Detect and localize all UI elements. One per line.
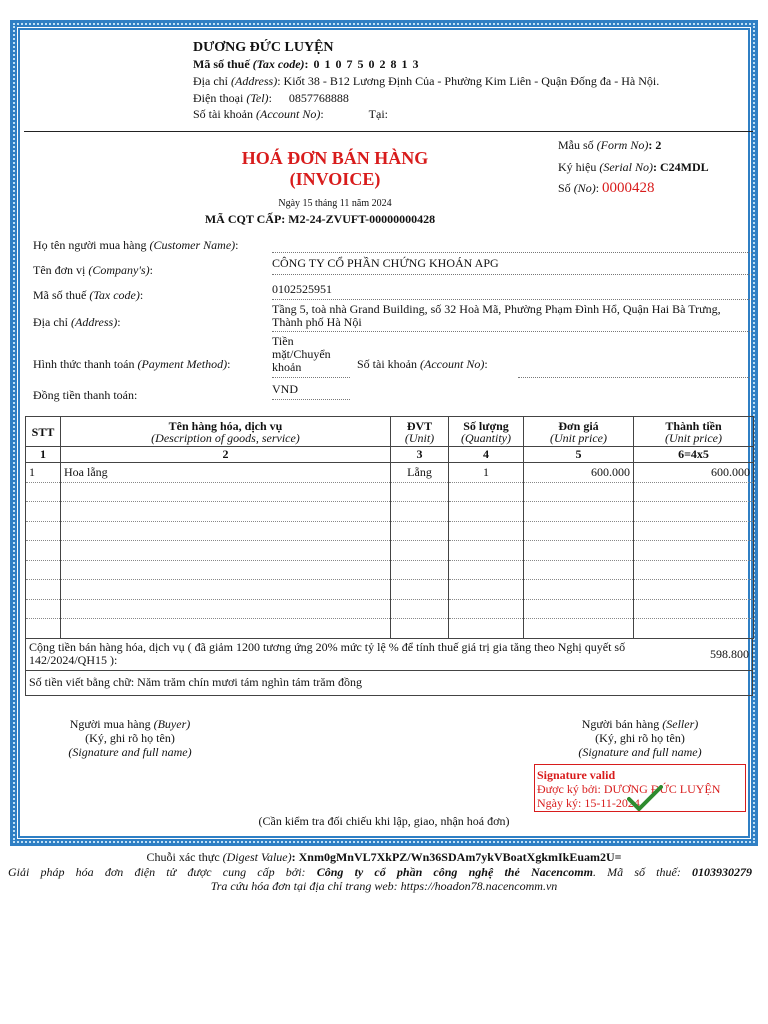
- digest-label-en: (Digest Value): [222, 850, 292, 864]
- signature-signed-date: Ngày ký: 15-11-2024: [537, 796, 640, 810]
- col-header-description-label: Tên hàng hóa, dịch vụ: [168, 418, 283, 433]
- buyer-signature-note: (Ký, ghi rõ họ tên): [85, 731, 175, 745]
- seller-tax-label-en: (Tax code): [252, 57, 305, 71]
- seller-signature-block: [540, 717, 740, 759]
- seller-name: DƯƠNG ĐỨC LUYỆN: [193, 40, 334, 55]
- table-row: [26, 463, 754, 483]
- buyer-account-field: [518, 360, 752, 378]
- payment-method-label: [33, 357, 230, 372]
- col-header-quantity-label: Số lượng: [463, 418, 509, 433]
- row-quantity: 1: [449, 463, 524, 483]
- seller-account-label: Số tài khoản: [193, 107, 253, 121]
- buyer-tax-code: 0102525951: [272, 282, 752, 300]
- buyer-name-label-vi: Họ tên người mua hàng: [33, 238, 147, 252]
- col-header-unit-price-en: (Unit price): [550, 430, 607, 445]
- provider-line: [8, 865, 752, 880]
- payment-method: Tiền mặt/Chuyển khoản: [272, 335, 350, 378]
- seller-signature-note-en: (Signature and full name): [578, 745, 702, 759]
- items-table-wrapper: [25, 416, 754, 696]
- buyer-signature-note-en: (Signature and full name): [68, 745, 192, 759]
- seller-tax-code: : 0 1 0 7 5 0 2 8 1 3: [304, 57, 420, 71]
- form-no: : 2: [648, 138, 662, 152]
- col-header-description: [61, 417, 391, 447]
- signature-signed-by: Được ký bởi: DƯƠNG ĐỨC LUYỆN: [537, 782, 721, 796]
- table-row-empty: [26, 482, 754, 502]
- total-amount: 598.800: [710, 646, 749, 661]
- table-row-empty: [26, 599, 754, 619]
- invoice-title-en: (INVOICE): [289, 169, 381, 189]
- buyer-account-colon: :: [484, 357, 488, 371]
- buyer-account-label-en: (Account No): [420, 357, 485, 371]
- seller-address: : Kiốt 38 - B12 Lương Định Của - Phường Kim Liên - Quận Đống đa - Hà Nội.: [277, 74, 660, 88]
- table-row-empty: [26, 580, 754, 600]
- seller-signature-title-en: (Seller): [662, 717, 699, 731]
- buyer-name-colon: :: [235, 238, 239, 252]
- buyer-address-label-vi: Địa chỉ: [33, 315, 68, 329]
- row-stt: 1: [26, 463, 61, 483]
- seller-signature-note: (Ký, ghi rõ họ tên): [595, 731, 685, 745]
- seller-account-line: [193, 107, 388, 122]
- col-header-amount-en: (Unit price): [665, 430, 722, 445]
- buyer-company: CÔNG TY CỔ PHẦN CHỨNG KHOÁN APG: [272, 256, 752, 275]
- lookup-line: Tra cứu hóa đơn tại địa chỉ trang web: https://hoadon78.nacencomm.vn: [210, 879, 558, 893]
- table-row-empty: [26, 541, 754, 561]
- numbering-cell: 6=4x5: [634, 447, 754, 463]
- seller-tel-colon: :: [268, 91, 272, 105]
- invoice-title: [220, 148, 450, 190]
- col-header-amount: [634, 417, 754, 447]
- provider-prefix: Giải pháp hóa đơn điện tử được cung cấp bởi:: [8, 865, 306, 879]
- seller-signature-title: Người bán hàng: [581, 717, 660, 731]
- numbering-cell: 1: [26, 447, 61, 463]
- digest-line: [0, 850, 768, 865]
- invoice-no-colon: :: [595, 181, 600, 195]
- seller-address-label: Địa chỉ: [193, 74, 228, 88]
- serial-label-en: (Serial No): [599, 160, 653, 174]
- invoice-no-line: [558, 180, 655, 197]
- seller-address-line: [193, 74, 659, 89]
- total-label: Cộng tiền bán hàng hóa, dịch vụ ( đã giảm 1200 tương ứng 20% mức tỷ lệ % để tính thuế giá trị gia tăng theo Nghị quyết số 142/2024/QH15 ):: [29, 640, 626, 667]
- buyer-address-label-en: (Address): [71, 315, 118, 329]
- payment-method-colon: :: [227, 357, 231, 371]
- provider-tax-label: . Mã số thuế:: [592, 865, 681, 879]
- seller-address-label-en: (Address): [231, 74, 278, 88]
- buyer-signature-block: [30, 717, 230, 759]
- buyer-address-label: [33, 315, 121, 330]
- numbering-cell: 4: [449, 447, 524, 463]
- col-header-unit-en: (Unit): [404, 430, 435, 445]
- col-header-unit-price: [524, 417, 634, 447]
- row-amount: 600.000: [634, 463, 754, 483]
- cqt-code: MÃ CQT CẤP: M2-24-ZVUFT-00000000428: [204, 212, 436, 226]
- provider-name: Công ty cổ phần công nghệ thẻ Nacencomm: [316, 865, 593, 879]
- serial-label: Ký hiệu: [558, 160, 597, 174]
- col-header-quantity-en: (Quantity): [461, 430, 511, 445]
- numbering-cell: 3: [391, 447, 449, 463]
- form-no-label: Mẫu số: [558, 138, 594, 152]
- seller-tel: 0857768888: [288, 91, 349, 105]
- form-no-label-en: (Form No): [596, 138, 649, 152]
- buyer-address-colon: :: [117, 315, 121, 329]
- row-description: Hoa lẵng: [61, 463, 391, 483]
- seller-tel-line: [193, 91, 349, 106]
- buyer-company-label-en: (Company's): [88, 263, 150, 277]
- col-header-stt-label: STT: [31, 424, 55, 439]
- payment-method-label-vi: Hình thức thanh toán: [33, 357, 135, 371]
- col-header-unit: [391, 417, 449, 447]
- invoice-no-label: Số: [558, 181, 571, 195]
- buyer-tax-colon: :: [139, 288, 144, 302]
- seller-tax-label: Mã số thuế: [193, 57, 250, 71]
- buyer-name-field: [272, 236, 752, 253]
- table-row-empty: [26, 560, 754, 580]
- amount-in-words: Số tiền viết bằng chữ: Năm trăm chín mươi tám nghìn tám trăm đồng: [25, 671, 753, 696]
- col-header-unit-price-label: Đơn giá: [558, 418, 599, 433]
- buyer-company-label: [33, 263, 153, 278]
- serial-no: : C24MDL: [653, 160, 709, 174]
- buyer-account-label: [357, 357, 488, 372]
- currency-label: Đồng tiền thanh toán:: [33, 388, 138, 402]
- check-note: (Cần kiểm tra đối chiếu khi lập, giao, nhận hoá đơn): [258, 814, 510, 828]
- buyer-name-label: [33, 238, 239, 253]
- digest-label: Chuỗi xác thực: [146, 850, 220, 864]
- invoice-date: Ngày 15 tháng 11 năm 2024: [278, 198, 392, 209]
- currency: VND: [272, 382, 350, 400]
- buyer-signature-title: Người mua hàng: [69, 717, 151, 731]
- form-no-line: [558, 138, 661, 153]
- col-header-stt: [26, 417, 61, 447]
- seller-account-label-en: (Account No): [256, 107, 321, 121]
- items-table: [25, 416, 754, 639]
- seller-account-colon: :: [320, 107, 324, 121]
- digest-value: : Xnm0gMnVL7XkPZ/Wn36SDAm7ykVBoatXgkmIkEuam2U=: [291, 850, 622, 864]
- invoice-number: 0000428: [602, 180, 655, 196]
- digital-signature-box: [534, 764, 746, 812]
- header-divider: [24, 131, 753, 132]
- provider-tax-code: 0103930279: [692, 865, 753, 879]
- seller-tax-line: [193, 57, 420, 72]
- col-header-description-en: (Description of goods, service): [151, 430, 300, 445]
- table-row-empty: [26, 521, 754, 541]
- numbering-cell: 5: [524, 447, 634, 463]
- buyer-tax-label-vi: Mã số thuế: [33, 288, 87, 302]
- invoice-title-vi: HOÁ ĐƠN BÁN HÀNG: [241, 148, 429, 168]
- serial-line: [558, 160, 709, 175]
- total-row: [25, 639, 753, 671]
- check-mark-icon: [627, 785, 663, 811]
- buyer-account-label-vi: Số tài khoản: [357, 357, 417, 371]
- signature-valid-label: Signature valid: [537, 768, 616, 782]
- payment-method-label-en: (Payment Method): [137, 357, 228, 371]
- seller-tel-label-en: (Tel): [246, 91, 269, 105]
- row-unit: Lẵng: [391, 463, 449, 483]
- buyer-signature-title-en: (Buyer): [153, 717, 191, 731]
- seller-tel-label: Điện thoại: [193, 91, 244, 105]
- table-row-empty: [26, 619, 754, 639]
- table-row-empty: [26, 502, 754, 522]
- buyer-address: Tầng 5, toà nhà Grand Building, số 32 Hoà Mã, Phường Phạm Đình Hổ, Quận Hai Bà Trưng, Thành phố Hà Nội: [272, 303, 752, 332]
- row-unit-price: 600.000: [524, 463, 634, 483]
- col-header-unit-label: ĐVT: [406, 418, 433, 433]
- buyer-company-label-vi: Tên đơn vị: [33, 263, 86, 277]
- buyer-company-colon: :: [149, 263, 153, 277]
- buyer-tax-label-en: (Tax code): [89, 288, 140, 302]
- numbering-cell: 2: [61, 447, 391, 463]
- seller-bank-at-label: Tại:: [368, 107, 388, 121]
- buyer-tax-label: [33, 288, 143, 303]
- col-header-amount-label: Thành tiền: [665, 418, 722, 433]
- table-numbering-row: [26, 447, 754, 463]
- table-header-row: [26, 417, 754, 447]
- buyer-name-label-en: (Customer Name): [149, 238, 236, 252]
- col-header-quantity: [449, 417, 524, 447]
- invoice-no-label-en: (No): [573, 181, 596, 195]
